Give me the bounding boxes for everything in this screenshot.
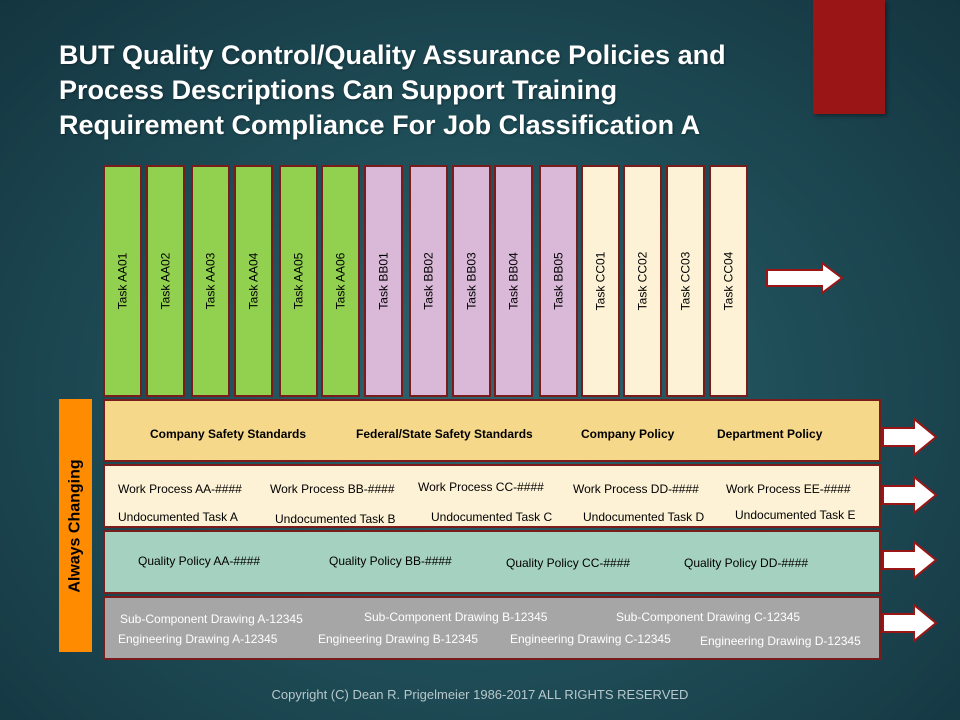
task-label: Task AA03 <box>203 252 218 310</box>
task-column-bb05 <box>539 165 578 397</box>
task-label: Task CC03 <box>678 251 693 311</box>
task-column-aa03 <box>191 165 230 397</box>
work-process-aa: Work Process AA-#### <box>118 482 242 496</box>
task-label: Task BB02 <box>421 252 436 310</box>
quality-policy-aa: Quality Policy AA-#### <box>138 554 261 568</box>
work-process-ee: Work Process EE-#### <box>726 482 851 496</box>
task-label: Task CC02 <box>635 251 650 311</box>
task-column-cc02 <box>623 165 662 397</box>
right-arrow-icon <box>882 603 938 643</box>
task-column-bb01 <box>364 165 403 397</box>
engineering-drawing-d: Engineering Drawing D-12345 <box>700 634 861 648</box>
task-column-bb03 <box>452 165 491 397</box>
task-column-aa02 <box>146 165 185 397</box>
engineering-drawing-a: Engineering Drawing A-12345 <box>118 632 278 646</box>
engineering-drawing-band <box>103 596 881 660</box>
task-label: Task AA06 <box>333 252 348 310</box>
task-column-bb04 <box>494 165 533 397</box>
right-arrow-icon <box>882 417 938 457</box>
title-line-1: BUT Quality Control/Quality Assurance Policies and <box>59 40 726 70</box>
right-arrow-icon <box>766 262 844 294</box>
title-line-2: Process Descriptions Can Support Training <box>59 75 618 105</box>
quality-policy-dd: Quality Policy DD-#### <box>684 556 809 570</box>
quality-policy-band <box>103 530 881 594</box>
task-label: Task BB03 <box>464 252 479 310</box>
safety-standards-band <box>103 399 881 462</box>
task-label: Task CC04 <box>721 251 736 311</box>
quality-policy-bb: Quality Policy BB-#### <box>329 554 452 568</box>
undocumented-task-b: Undocumented Task B <box>275 512 396 526</box>
task-label: Task AA05 <box>291 252 306 310</box>
department-policy: Department Policy <box>717 427 823 441</box>
task-label: Task AA04 <box>246 252 261 310</box>
work-process-cc: Work Process CC-#### <box>418 480 544 494</box>
title-line-3: Requirement Compliance For Job Classification A <box>59 110 701 140</box>
undocumented-task-a: Undocumented Task A <box>118 510 238 524</box>
copyright-footer: Copyright (C) Dean R. Prigelmeier 1986-2017 ALL RIGHTS RESERVED <box>271 687 689 702</box>
task-label: Task BB05 <box>551 252 566 310</box>
work-process-dd: Work Process DD-#### <box>573 482 699 496</box>
task-label: Task BB04 <box>506 252 521 310</box>
company-policy: Company Policy <box>581 427 675 441</box>
right-arrow-icon <box>882 540 938 580</box>
quality-policy-cc: Quality Policy CC-#### <box>506 556 631 570</box>
task-column-aa01 <box>103 165 142 397</box>
task-column-aa06 <box>321 165 360 397</box>
undocumented-task-d: Undocumented Task D <box>583 510 705 524</box>
task-column-aa05 <box>279 165 318 397</box>
engineering-drawing-b: Engineering Drawing B-12345 <box>318 632 479 646</box>
engineering-drawing-c: Engineering Drawing C-12345 <box>510 632 671 646</box>
task-column-bb02 <box>409 165 448 397</box>
undocumented-task-e: Undocumented Task E <box>735 508 856 522</box>
undocumented-task-c: Undocumented Task C <box>431 510 553 524</box>
slide-title <box>59 38 879 143</box>
federal-state-safety-standards: Federal/State Safety Standards <box>356 427 533 441</box>
sub-component-drawing-b: Sub-Component Drawing B-12345 <box>364 610 548 624</box>
task-label: Task AA02 <box>158 252 173 310</box>
task-column-cc01 <box>581 165 620 397</box>
task-column-cc04 <box>709 165 748 397</box>
task-label: Task CC01 <box>593 251 608 311</box>
task-label: Task AA01 <box>115 252 130 310</box>
right-arrow-icon <box>882 475 938 515</box>
work-process-band <box>103 464 881 528</box>
task-column-aa04 <box>234 165 273 397</box>
task-label: Task BB01 <box>376 252 391 310</box>
work-process-bb: Work Process BB-#### <box>270 482 395 496</box>
task-column-cc03 <box>666 165 705 397</box>
sub-component-drawing-a: Sub-Component Drawing A-12345 <box>120 612 303 626</box>
always-changing-bar <box>59 399 92 652</box>
company-safety-standards: Company Safety Standards <box>150 427 307 441</box>
sub-component-drawing-c: Sub-Component Drawing C-12345 <box>616 610 801 624</box>
always-changing-label: Always Changing <box>66 458 84 593</box>
